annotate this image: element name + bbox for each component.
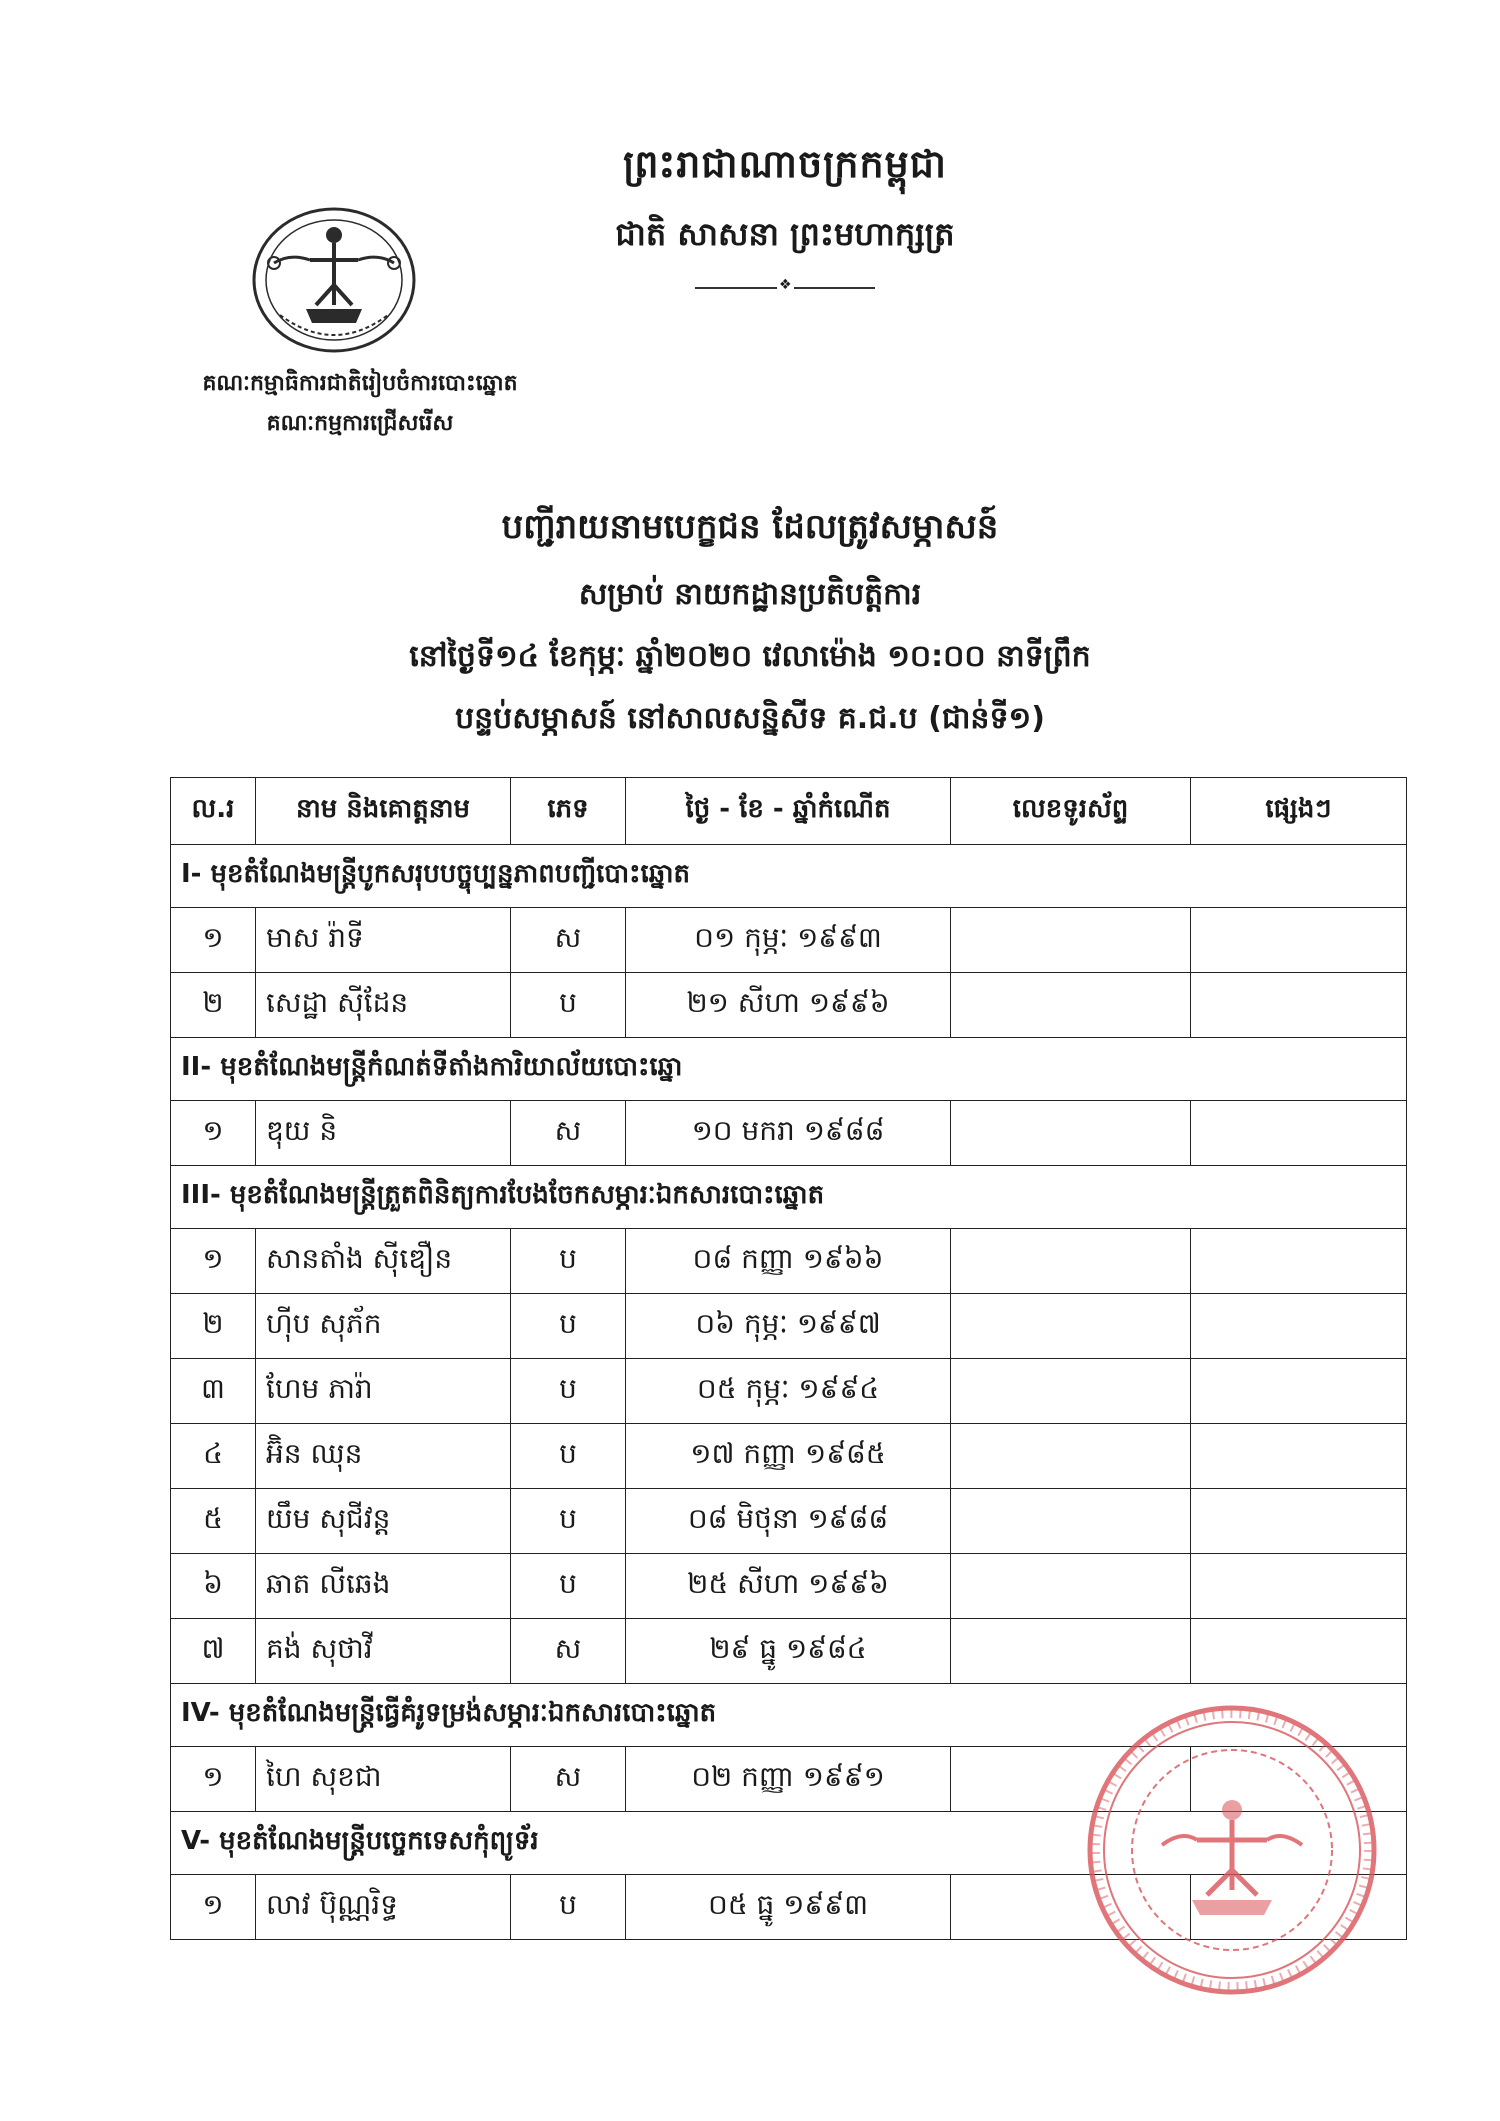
cell-dob: ១០ មករា ១៩៨៨ [626,1101,951,1166]
cell-other [1191,908,1407,973]
national-motto: ជាតិ សាសនា ព្រះមហាក្សត្រ [615,215,955,253]
table-row [171,973,1407,1038]
cell-other [1191,973,1407,1038]
cell-other [1191,1101,1407,1166]
cell-no: ១ [171,1875,256,1940]
cell-other [1191,1554,1407,1619]
cell-dob: ០៨ មិថុនា ១៩៨៨ [626,1489,951,1554]
cell-sex: ស [511,1101,626,1166]
cell-name: លាវ ប៊ុណ្ណរិទ្ធ [256,1875,511,1940]
cell-no: ១ [171,1101,256,1166]
table-row [171,1619,1407,1684]
cell-phone [951,1101,1191,1166]
section-row [171,845,1407,908]
cell-no: ២ [171,973,256,1038]
cell-other [1191,1229,1407,1294]
cell-phone [951,1229,1191,1294]
cell-sex: ស [511,1747,626,1812]
cell-dob: ០៨ កញ្ញា ១៩៦៦ [626,1229,951,1294]
cell-dob: ០៥ ធ្នូ ១៩៩៣ [626,1875,951,1940]
cell-phone [951,1359,1191,1424]
table-row [171,1229,1407,1294]
cell-other [1191,1294,1407,1359]
cell-no: ៣ [171,1359,256,1424]
cell-phone [951,908,1191,973]
header-name: នាម និងគោត្តនាម [256,778,511,845]
cell-sex: ប [511,1554,626,1619]
header-phone: លេខទូរស័ព្ទ [951,778,1191,845]
cell-phone [951,1619,1191,1684]
table-row [171,1101,1407,1166]
kingdom-title: ព្រះរាជាណាចក្រកម្ពុជា [623,142,947,186]
cell-no: ៤ [171,1424,256,1489]
cell-sex: ប [511,1875,626,1940]
section-title: IV- មុខតំណែងមន្ត្រីធ្វើគំរូទម្រង់សម្ភារៈឯកសារបោះឆ្នោត [171,1684,1407,1747]
committee-line-2: គណៈកម្មការជ្រើសរើស [266,411,454,436]
cell-no: ១ [171,1747,256,1812]
section-title: III- មុខតំណែងមន្ត្រីត្រួតពិនិត្យការបែងចែកសម្ភារៈឯកសារបោះឆ្នោត [171,1166,1407,1229]
header-sex: ភេទ [511,778,626,845]
section-title: V- មុខតំណែងមន្ត្រីបច្ចេកទេសកុំព្យូទ័រ [171,1812,1407,1875]
table-row [171,1359,1407,1424]
section-title: I- មុខតំណែងមន្ត្រីបូកសរុបបច្ចុប្បន្នភាពបញ្ជីបោះឆ្នោត [171,845,1407,908]
cell-name: មាស រ៉ាទី [256,908,511,973]
department-line: សម្រាប់ នាយកដ្ឋានប្រតិបត្តិការ [578,577,922,612]
cell-dob: ០២ កញ្ញា ១៩៩១ [626,1747,951,1812]
header-other: ផ្សេងៗ [1191,778,1407,845]
section-title: II- មុខតំណែងមន្ត្រីកំណត់ទីតាំងការិយាល័យបោះឆ្នោ [171,1038,1407,1101]
cell-sex: ប [511,1489,626,1554]
cell-name: ឆាត លីឆេង [256,1554,511,1619]
cell-name: យឹម សុជីវន្ត [256,1489,511,1554]
cell-phone [951,1424,1191,1489]
table-row [171,1294,1407,1359]
date-time-line: នៅថ្ងៃទី១៤ ខែកុម្ភៈ ឆ្នាំ២០២០ វេលាម៉ោង ១០:០០ នាទីព្រឹក [409,639,1091,674]
cell-dob: ២៩ ធ្នូ ១៩៨៤ [626,1619,951,1684]
cell-other [1191,1359,1407,1424]
cell-sex: ប [511,973,626,1038]
cell-no: ១ [171,1229,256,1294]
header-no: ល.រ [171,778,256,845]
table-header-row [171,778,1407,845]
cell-phone [951,1294,1191,1359]
section-row [171,1166,1407,1229]
cell-sex: ស [511,1619,626,1684]
cell-sex: ប [511,1424,626,1489]
cell-other [1191,1619,1407,1684]
table-row [171,1554,1407,1619]
ornament-divider [695,283,875,293]
cell-name: ឌុយ និ [256,1101,511,1166]
cell-name: អ៊ិន ឈុន [256,1424,511,1489]
cell-sex: ប [511,1359,626,1424]
cell-name: សេដ្ឋា ស៊ីដែន [256,973,511,1038]
cell-name: គង់ សុថាវី [256,1619,511,1684]
venue-line: បន្ទប់សម្ភាសន៍ នៅសាលសន្និសីទ គ.ជ.ប (ជាន់ទី១) [455,701,1045,736]
cell-no: ៥ [171,1489,256,1554]
cell-other [1191,1489,1407,1554]
cell-dob: ០៦ កុម្ភៈ ១៩៩៧ [626,1294,951,1359]
header-dob: ថ្ងៃ - ខែ - ឆ្នាំកំណើត [626,778,951,845]
cell-no: ៦ [171,1554,256,1619]
cell-name: ហ៊ីប សុភ័ក [256,1294,511,1359]
table-row [171,1424,1407,1489]
table-row [171,1489,1407,1554]
nec-emblem-icon [250,205,418,355]
cell-no: ១ [171,908,256,973]
cell-no: ២ [171,1294,256,1359]
cell-phone [951,973,1191,1038]
document-title-block [250,505,1250,743]
section-row [171,1038,1407,1101]
committee-block [150,364,570,444]
cell-name: សានតាំង ស៊ីឌឿន [256,1229,511,1294]
cell-sex: ស [511,908,626,973]
cell-other [1191,1424,1407,1489]
cell-dob: ២១ សីហា ១៩៩៦ [626,973,951,1038]
kingdom-header [560,140,1010,293]
cell-sex: ប [511,1229,626,1294]
cell-dob: ០១ កុម្ភៈ ១៩៩៣ [626,908,951,973]
cell-name: ហៃ សុខជា [256,1747,511,1812]
cell-dob: ០៥ កុម្ភៈ ១៩៩៤ [626,1359,951,1424]
cell-dob: ១៧ កញ្ញា ១៩៨៥ [626,1424,951,1489]
table-row [171,908,1407,973]
cell-sex: ប [511,1294,626,1359]
cell-phone [951,1489,1191,1554]
cell-name: ហែម ភារ៉ា [256,1359,511,1424]
document-title: បញ្ជីរាយនាមបេក្ខជន ដែលត្រូវសម្ភាសន៍ [501,507,999,547]
cell-dob: ២៥ សីហា ១៩៩៦ [626,1554,951,1619]
cell-phone [951,1554,1191,1619]
committee-line-1: គណៈកម្មាធិការជាតិរៀបចំការបោះឆ្នោត [202,371,518,396]
official-seal-stamp-icon [1082,1700,1382,2000]
cell-no: ៧ [171,1619,256,1684]
